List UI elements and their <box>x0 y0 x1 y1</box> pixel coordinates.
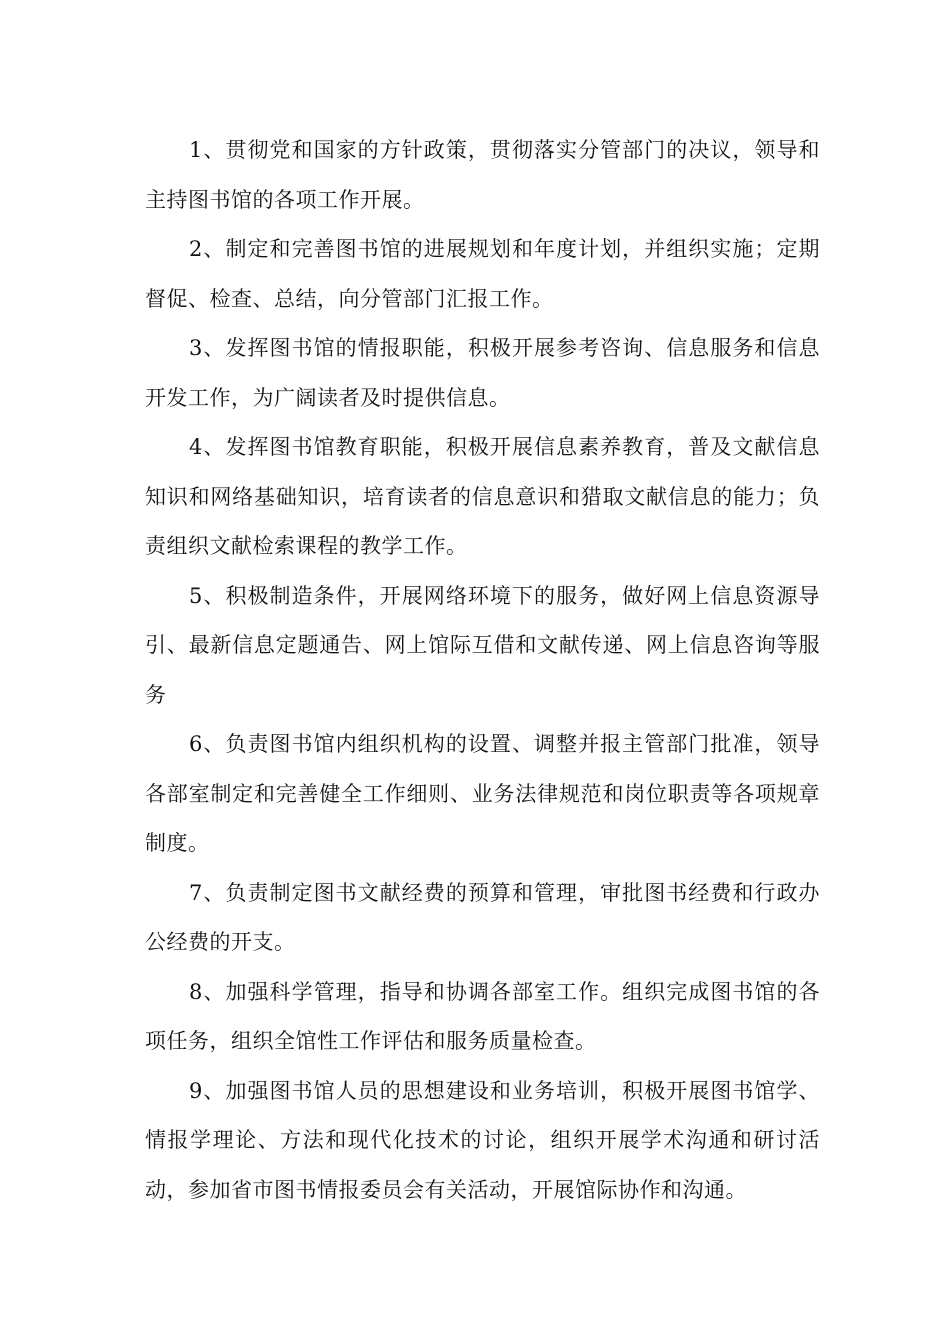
paragraph-4: 4、发挥图书馆教育职能，积极开展信息素养教育，普及文献信息知识和网络基础知识，培育读者的信息意识和猎取文献信息的能力；负责组织文献检索课程的教学工作。 <box>145 435 820 558</box>
paragraph-9: 9、加强图书馆人员的思想建设和业务培训，积极开展图书馆学、情报学理论、方法和现代化技术的讨论，组织开展学术沟通和研讨活动，参加省市图书情报委员会有关活动，开展馆际协作和沟通。 <box>145 1078 820 1202</box>
paragraph-2: 2、制定和完善图书馆的进展规划和年度计划，并组织实施；定期督促、检查、总结，向分管部门汇报工作。 <box>145 237 820 311</box>
paragraph-3: 3、发挥图书馆的情报职能，积极开展参考咨询、信息服务和信息开发工作，为广阔读者及时提供信息。 <box>145 336 820 410</box>
document-body <box>145 126 820 1215</box>
paragraph-8: 8、加强科学管理，指导和协调各部室工作。组织完成图书馆的各项任务，组织全馆性工作评估和服务质量检查。 <box>145 979 820 1053</box>
paragraph-6: 6、负责图书馆内组织机构的设置、调整并报主管部门批准，领导各部室制定和完善健全工作细则、业务法律规范和岗位职责等各项规章制度。 <box>145 732 820 855</box>
paragraph-5: 5、积极制造条件，开展网络环境下的服务，做好网上信息资源导引、最新信息定题通告、网上馆际互借和文献传递、网上信息咨询等服务 <box>145 583 820 707</box>
paragraph-1: 1、贯彻党和国家的方针政策，贯彻落实分管部门的决议，领导和主持图书馆的各项工作开展。 <box>145 138 820 212</box>
paragraph-7: 7、负责制定图书文献经费的预算和管理，审批图书经费和行政办公经费的开支。 <box>145 880 820 954</box>
